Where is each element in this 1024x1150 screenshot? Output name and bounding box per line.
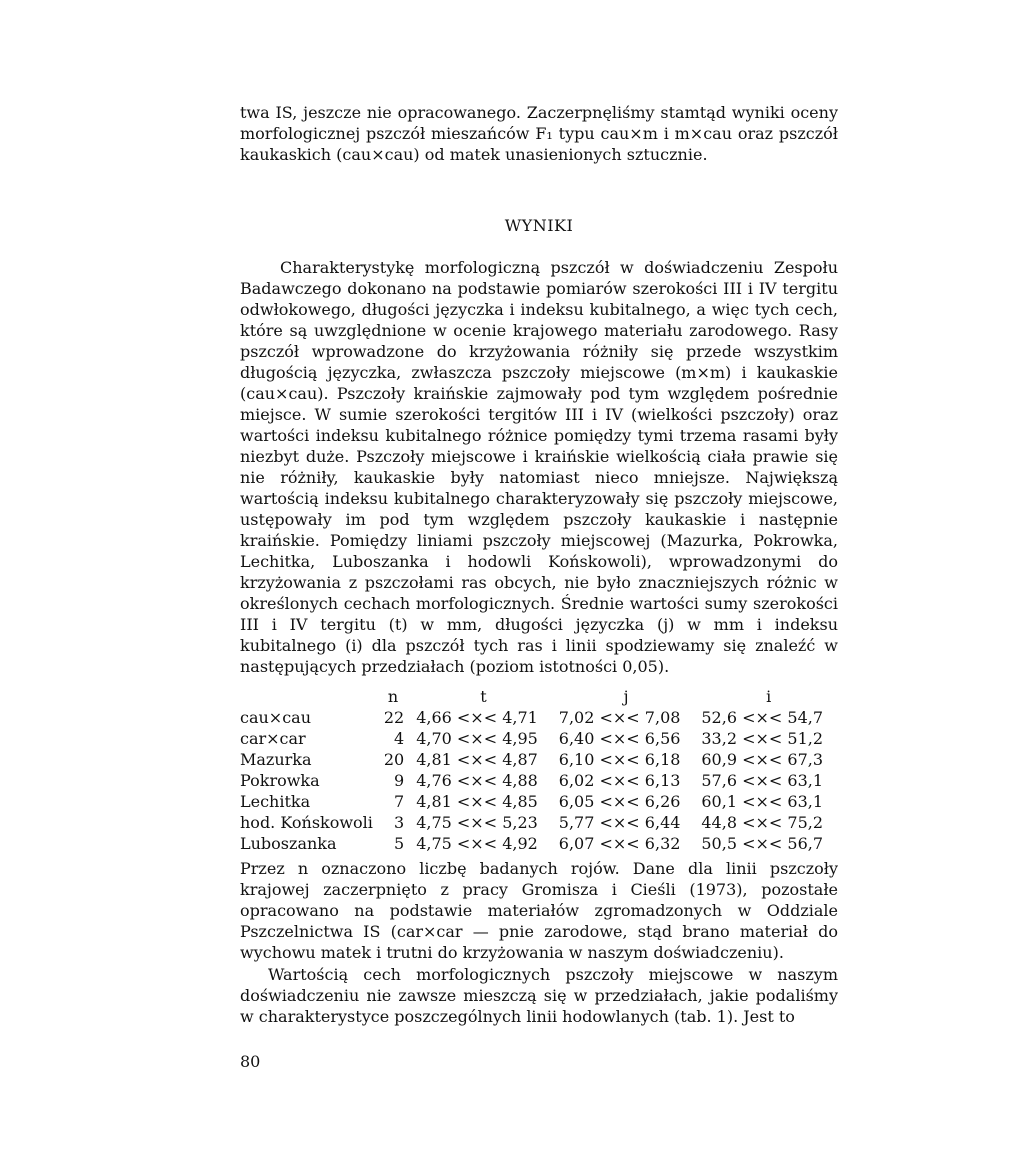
row-i: 60,1 <×< 63,1 [701, 792, 824, 811]
row-i: 60,9 <×< 67,3 [701, 750, 824, 769]
row-n: 5 [394, 834, 405, 853]
row-t: 4,76 <×< 4,88 [416, 771, 538, 790]
results-paragraph: Charakterystykę morfologiczną pszczół w doświadczeniu Zespołu Badawczego dokonano na podstawie pomiarów szerokości III i IV tergitu odwłokowego, długości języczka i indeksu kubitalnego, a więc tych cech, które są uwzględnione w ocenie krajowego materiału zarodowego. Rasy pszczół wprowadzone do krzyżowania różniły się przede wszystkim długością języczka, zwłaszcza pszczoły miejscowe (m×m) i kaukaskie (cau×cau). Pszczoły kraińskie zajmowały pod tym względem pośrednie miejsce. W sumie szerokości tergitów III i IV (wielkości pszczoły) oraz wartości indeksu kubitalnego różnice pomiędzy tymi trzema rasami były niezbyt duże. Pszczoły miejscowe i kraińskie wielkością ciała prawie się nie różniły, kaukaskie były natomiast nieco mniejsze. Największą wartością indeksu kubitalnego charakteryzowały się pszczoły miejscowe, ustępowały im pod tym względem pszczoły kaukaskie i następnie kraińskie. Pomiędzy liniami pszczoły miejscowej (Mazurka, Pokrowka, Lechitka, Luboszanka i hodowli Końskowoli), wprowadzonymi do krzyżowania z pszczołami ras obcych, nie było znaczniejszych różnic w określonych cechach morfologicznych. Średnie wartości sumy szerokości III i IV tergitu (t) w mm, długości języczka (j) w mm i indeksu kubitalnego (i) dla pszczół tych ras i linii spodziewamy się znaleźć w następujących przedziałach (poziom istotności 0,05). [240, 258, 838, 676]
measurement-table [240, 686, 840, 854]
row-t: 4,81 <×< 4,87 [416, 750, 538, 769]
row-name: Pokrowka [240, 771, 320, 790]
row-name: car×car [240, 729, 306, 748]
row-n: 4 [394, 729, 405, 748]
header-i: i [766, 687, 772, 706]
row-j: 7,02 <×< 7,08 [558, 708, 681, 727]
row-n: 20 [383, 750, 405, 769]
header-n: n [387, 687, 399, 706]
discussion-paragraph: Wartością cech morfologicznych pszczoły miejscowe w naszym doświadczeniu nie zawsze mieszczą się w przedziałach, jakie podaliśmy w charakterystyce poszczególnych linii hodowlanych (tab. 1). Jest to [240, 965, 838, 1026]
table-note: Przez n oznaczono liczbę badanych rojów. Dane dla linii pszczoły krajowej zaczerpnięto z pracy Gromisza i Cieśli (1973), pozostałe opracowano na podstawie materiałów zgromadzonych w Oddziale Pszczelnictwa IS (car×car — pnie zarodowe, stąd brano materiał do wychowu matek i trutni do krzyżowania w naszym doświadczeniu). [240, 859, 838, 962]
row-i: 50,5 <×< 56,7 [701, 834, 824, 853]
section-heading: WYNIKI [504, 216, 574, 235]
table-row [240, 728, 840, 749]
row-t: 4,70 <×< 4,95 [416, 729, 538, 748]
table-row [240, 749, 840, 770]
header-t: t [480, 687, 487, 706]
row-i: 52,6 <×< 54,7 [701, 708, 824, 727]
table-row [240, 833, 840, 854]
page-number: 80 [240, 1052, 261, 1071]
row-j: 6,02 <×< 6,13 [558, 771, 681, 790]
header-j: j [623, 687, 629, 706]
table-row [240, 812, 840, 833]
row-i: 57,6 <×< 63,1 [701, 771, 824, 790]
row-n: 9 [394, 771, 405, 790]
table-row [240, 707, 840, 728]
row-t: 4,75 <×< 4,92 [416, 834, 538, 853]
row-t: 4,66 <×< 4,71 [416, 708, 538, 727]
row-n: 3 [394, 813, 405, 832]
row-t: 4,75 <×< 5,23 [416, 813, 538, 832]
row-n: 22 [383, 708, 405, 727]
row-j: 5,77 <×< 6,44 [558, 813, 681, 832]
table-row [240, 791, 840, 812]
header-name [240, 686, 380, 707]
table-row [240, 770, 840, 791]
row-name: cau×cau [240, 708, 312, 727]
row-n: 7 [394, 792, 405, 811]
table-header-row [240, 686, 840, 707]
intro-paragraph: twa IS, jeszcze nie opracowanego. Zaczerpnęliśmy stamtąd wyniki oceny morfologicznej pszczół mieszańców F₁ typu cau×m i m×cau oraz pszczół kaukaskich (cau×cau) od matek unasienionych sztucznie. [240, 103, 838, 164]
row-j: 6,10 <×< 6,18 [558, 750, 681, 769]
row-t: 4,81 <×< 4,85 [416, 792, 538, 811]
row-j: 6,07 <×< 6,32 [558, 834, 681, 853]
row-j: 6,40 <×< 6,56 [558, 729, 681, 748]
row-j: 6,05 <×< 6,26 [558, 792, 681, 811]
row-i: 33,2 <×< 51,2 [701, 729, 824, 748]
row-name: Luboszanka [240, 834, 337, 853]
row-name: hod. Końskowoli [240, 813, 373, 832]
row-name: Lechitka [240, 792, 311, 811]
row-i: 44,8 <×< 75,2 [701, 813, 824, 832]
row-name: Mazurka [240, 750, 312, 769]
